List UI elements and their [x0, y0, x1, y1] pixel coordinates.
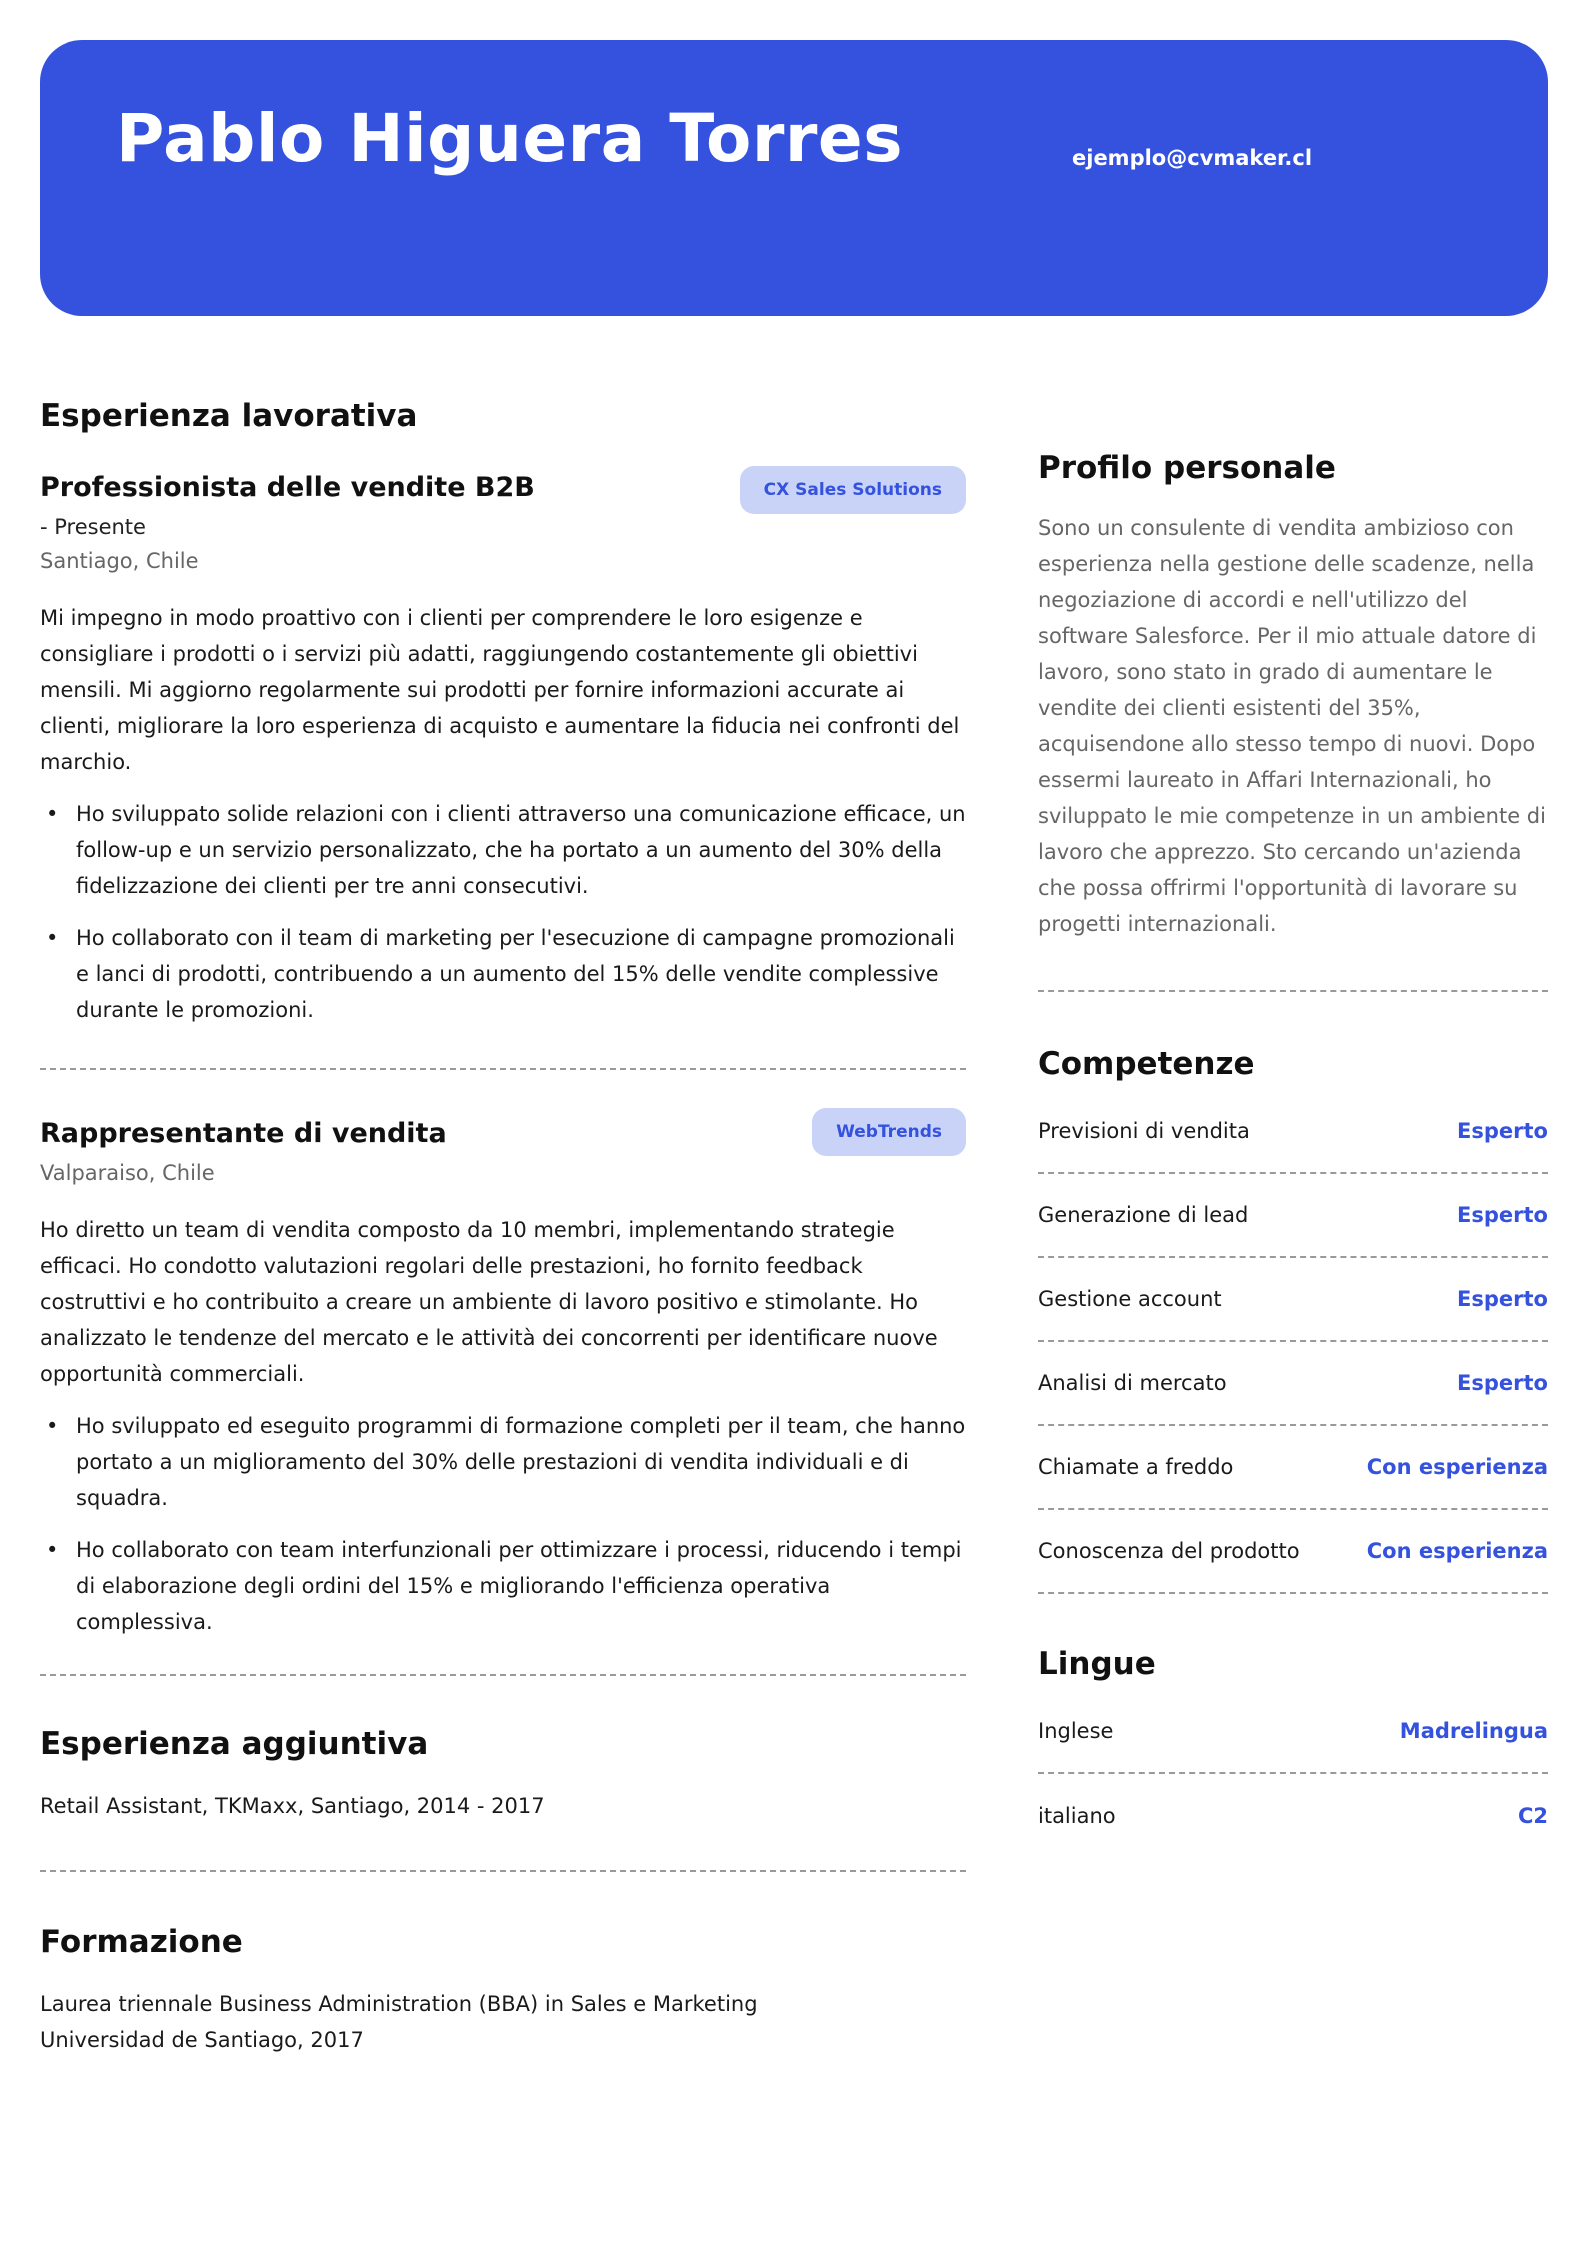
language-row	[1038, 1774, 1548, 1858]
bullet-icon: •	[46, 1538, 59, 1562]
profile-text: Sono un consulente di vendita ambizioso con esperienza nella gestione delle scadenze, nella negoziazione di accordi e nell'utilizzo del software Salesforce. Per il mio attuale datore di lavoro, sono stato in grado di aumentare le vendite dei clienti esistenti del 35%, acquisendone allo stesso tempo di nuovi. Dopo essermi laureato in Affari Internazionali, ho sviluppato le mie competenze in un ambiente di lavoro che apprezzo. Sto cercando un'azienda che possa offrirmi l'opportunità di lavorare su progetti internazionali.	[1038, 516, 1546, 936]
section-divider	[40, 1870, 966, 1872]
education-school: Universidad de Santiago, 2017	[40, 2028, 364, 2052]
job-date: - Presente	[40, 515, 146, 539]
education-title: Formazione	[40, 1924, 243, 1960]
achievement-text: Ho collaborato con team interfunzionali per ottimizzare i processi, riducendo i tempi di elaborazione degli ordini del 15% e migliorando l'efficienza operativa complessiva.	[76, 1538, 962, 1634]
language-level: C2	[1517, 1804, 1548, 1828]
skills-title: Competenze	[1038, 1046, 1255, 1082]
skill-name: Analisi di mercato	[1038, 1371, 1227, 1395]
right-column	[1038, 448, 1548, 1858]
language-name: italiano	[1038, 1804, 1116, 1828]
bullet-icon: •	[46, 1414, 59, 1438]
skill-name: Gestione account	[1038, 1287, 1222, 1311]
skill-row	[1038, 1510, 1548, 1594]
bullet-icon: •	[46, 926, 59, 950]
profile-title: Profilo personale	[1038, 450, 1336, 486]
company-badge: CX Sales Solutions	[740, 466, 966, 514]
bullet-icon: •	[46, 802, 59, 826]
job-title: Professionista delle vendite B2B	[40, 472, 535, 503]
language-level: Madrelingua	[1399, 1719, 1548, 1743]
skill-level: Con esperienza	[1366, 1455, 1548, 1479]
job-description: Mi impegno in modo proattivo con i clienti per comprendere le loro esigenze e consigliare i prodotti o i servizi più adatti, raggiungendo costantemente gli obiettivi mensili. Mi aggiorno regolarmente sui prodotti per fornire informazioni accurate ai clienti, migliorare la loro esperienza di acquisto e aumentare la fiducia nei confronti del marchio.	[40, 606, 960, 774]
section-divider	[40, 1068, 966, 1070]
job-description: Ho diretto un team di vendita composto da 10 membri, implementando strategie efficaci. Ho condotto valutazioni regolari delle prestazioni, ho fornito feedback costruttivi e ho contribuito a creare un ambiente di lavoro positivo e stimolante. Ho analizzato le tendenze del mercato e le attività dei concorrenti per identificare nuove opportunità commerciali.	[40, 1218, 938, 1386]
achievement-text: Ho sviluppato ed eseguito programmi di formazione completi per il team, che hanno portato a un miglioramento del 30% delle prestazioni di vendita individuali e di squadra.	[76, 1414, 966, 1510]
skill-row	[1038, 1258, 1548, 1342]
experience-title: Esperienza lavorativa	[40, 398, 418, 434]
skill-name: Previsioni di vendita	[1038, 1119, 1250, 1143]
job-entry	[40, 468, 966, 1028]
skill-level: Esperto	[1457, 1203, 1548, 1227]
left-column	[40, 396, 966, 2058]
skill-name: Conoscenza del prodotto	[1038, 1539, 1300, 1563]
languages-list	[1038, 1690, 1548, 1858]
candidate-name: Pablo Higuera Torres	[116, 100, 903, 177]
achievement-item	[40, 920, 966, 1028]
skill-row	[1038, 1174, 1548, 1258]
contact-email[interactable]: ejemplo@cvmaker.cl	[1072, 146, 1313, 170]
skills-list	[1038, 1090, 1548, 1594]
achievement-item	[40, 1408, 966, 1516]
section-divider	[40, 1674, 966, 1676]
skill-level: Esperto	[1457, 1287, 1548, 1311]
job-entry	[40, 1114, 966, 1640]
job-title: Rappresentante di vendita	[40, 1118, 447, 1149]
skill-name: Chiamate a freddo	[1038, 1455, 1234, 1479]
job-location: Santiago, Chile	[40, 549, 199, 573]
job-location: Valparaiso, Chile	[40, 1161, 215, 1185]
skill-row	[1038, 1090, 1548, 1174]
achievement-item	[40, 1532, 966, 1640]
skill-row	[1038, 1426, 1548, 1510]
section-divider	[1038, 990, 1548, 992]
language-row	[1038, 1690, 1548, 1774]
education-degree: Laurea triennale Business Administration (BBA) in Sales e Marketing	[40, 1992, 758, 2016]
job-achievements	[40, 796, 966, 1028]
additional-experience-text: Retail Assistant, TKMaxx, Santiago, 2014 - 2017	[40, 1794, 545, 1818]
achievement-text: Ho sviluppato solide relazioni con i clienti attraverso una comunicazione efficace, un follow-up e un servizio personalizzato, che ha portato a un aumento del 30% della fidelizzazione dei clienti per tre anni consecutivi.	[76, 802, 966, 898]
job-achievements	[40, 1408, 966, 1640]
skill-level: Esperto	[1457, 1371, 1548, 1395]
skill-level: Con esperienza	[1366, 1539, 1548, 1563]
languages-title: Lingue	[1038, 1646, 1156, 1682]
additional-experience-title: Esperienza aggiuntiva	[40, 1726, 429, 1762]
skill-level: Esperto	[1457, 1119, 1548, 1143]
company-badge: WebTrends	[812, 1108, 966, 1156]
language-name: Inglese	[1038, 1719, 1114, 1743]
achievement-item	[40, 796, 966, 904]
skill-name: Generazione di lead	[1038, 1203, 1249, 1227]
skill-row	[1038, 1342, 1548, 1426]
achievement-text: Ho collaborato con il team di marketing per l'esecuzione di campagne promozionali e lanci di prodotti, contribuendo a un aumento del 15% delle vendite complessive durante le promozioni.	[76, 926, 955, 1022]
header-banner	[40, 40, 1548, 316]
